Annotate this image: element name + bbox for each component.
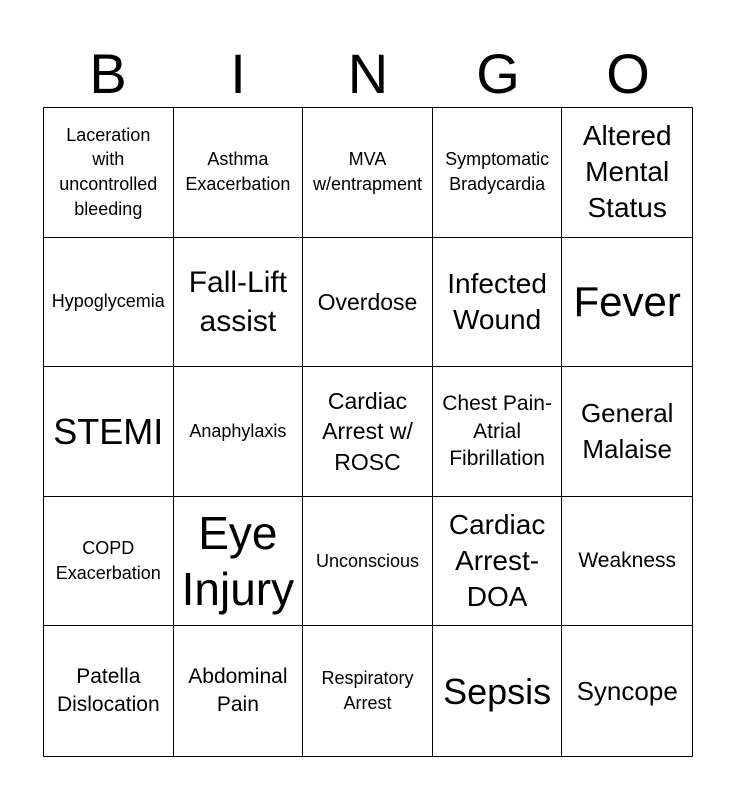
cell-label: Fall-Lift assist: [188, 265, 288, 338]
cell-label: Patella Dislocation: [56, 665, 160, 717]
bingo-cell-r4-c5[interactable]: [562, 497, 692, 627]
bingo-cell-r2-c5[interactable]: [562, 238, 692, 368]
header-letter-o: O: [606, 42, 650, 105]
cell-label: Fever: [573, 277, 681, 325]
bingo-cell-r5-c1[interactable]: [44, 626, 174, 756]
cell-label: Weakness: [578, 549, 677, 573]
cell-label: Sepsis: [443, 670, 552, 712]
cell-label: Cardiac Arrest w/ ROSC: [322, 387, 413, 475]
cell-label: Anaphylaxis: [189, 421, 287, 442]
bingo-cell-r2-c4[interactable]: [433, 238, 563, 368]
cell-label: Chest Pain-Atrial Fibrillation: [442, 391, 552, 471]
bingo-cell-r3-c5[interactable]: [562, 367, 692, 497]
cell-label: Eye Injury: [181, 506, 295, 616]
header-letter-g: G: [476, 42, 520, 105]
bingo-cell-r3-c3[interactable]: [303, 367, 433, 497]
bingo-cell-r1-c2[interactable]: [174, 108, 304, 238]
bingo-cell-r2-c2[interactable]: [174, 238, 304, 368]
cell-label: STEMI: [53, 410, 164, 452]
cell-label: Cardiac Arrest-DOA: [448, 508, 546, 613]
cell-label: Unconscious: [315, 550, 420, 571]
cell-label: COPD Exacerbation: [55, 538, 161, 584]
bingo-cell-r2-c1[interactable]: [44, 238, 174, 368]
bingo-cell-r1-c1[interactable]: [44, 108, 174, 238]
bingo-cell-r3-c2[interactable]: [174, 367, 304, 497]
cell-label: Syncope: [576, 675, 678, 706]
bingo-cell-r4-c2[interactable]: [174, 497, 304, 627]
cell-label: Infected Wound: [447, 267, 547, 335]
bingo-cell-r5-c3[interactable]: [303, 626, 433, 756]
header-letter-i: I: [230, 42, 246, 105]
cell-label: Abdominal Pain: [188, 665, 288, 717]
cell-label: Overdose: [317, 288, 418, 315]
header-letter-n: N: [347, 42, 389, 105]
bingo-cell-r3-c1[interactable]: [44, 367, 174, 497]
bingo-board: [43, 107, 693, 757]
cell-label: MVA w/entrapment: [312, 149, 423, 195]
bingo-cell-r5-c5[interactable]: [562, 626, 692, 756]
cell-label: Hypoglycemia: [51, 291, 165, 312]
bingo-cell-r2-c3[interactable]: [303, 238, 433, 368]
bingo-cell-r4-c1[interactable]: [44, 497, 174, 627]
bingo-cell-r4-c3[interactable]: [303, 497, 433, 627]
bingo-cell-r5-c2[interactable]: [174, 626, 304, 756]
cell-label: Altered Mental Status: [582, 119, 672, 224]
bingo-cell-r3-c4[interactable]: [433, 367, 563, 497]
cell-label: Asthma Exacerbation: [185, 149, 291, 195]
header-letter-b: B: [89, 42, 127, 105]
bingo-cell-r4-c4[interactable]: [433, 497, 563, 627]
bingo-cell-r5-c4[interactable]: [433, 626, 563, 756]
cell-label: Symptomatic Bradycardia: [445, 149, 550, 195]
bingo-cell-r1-c4[interactable]: [433, 108, 563, 238]
cell-label: Respiratory Arrest: [321, 668, 414, 714]
bingo-header: [43, 40, 693, 108]
cell-label: Laceration with uncontrolled bleeding: [59, 124, 158, 220]
bingo-cell-r1-c5[interactable]: [562, 108, 692, 238]
cell-label: General Malaise: [580, 398, 674, 465]
bingo-cell-r1-c3[interactable]: [303, 108, 433, 238]
